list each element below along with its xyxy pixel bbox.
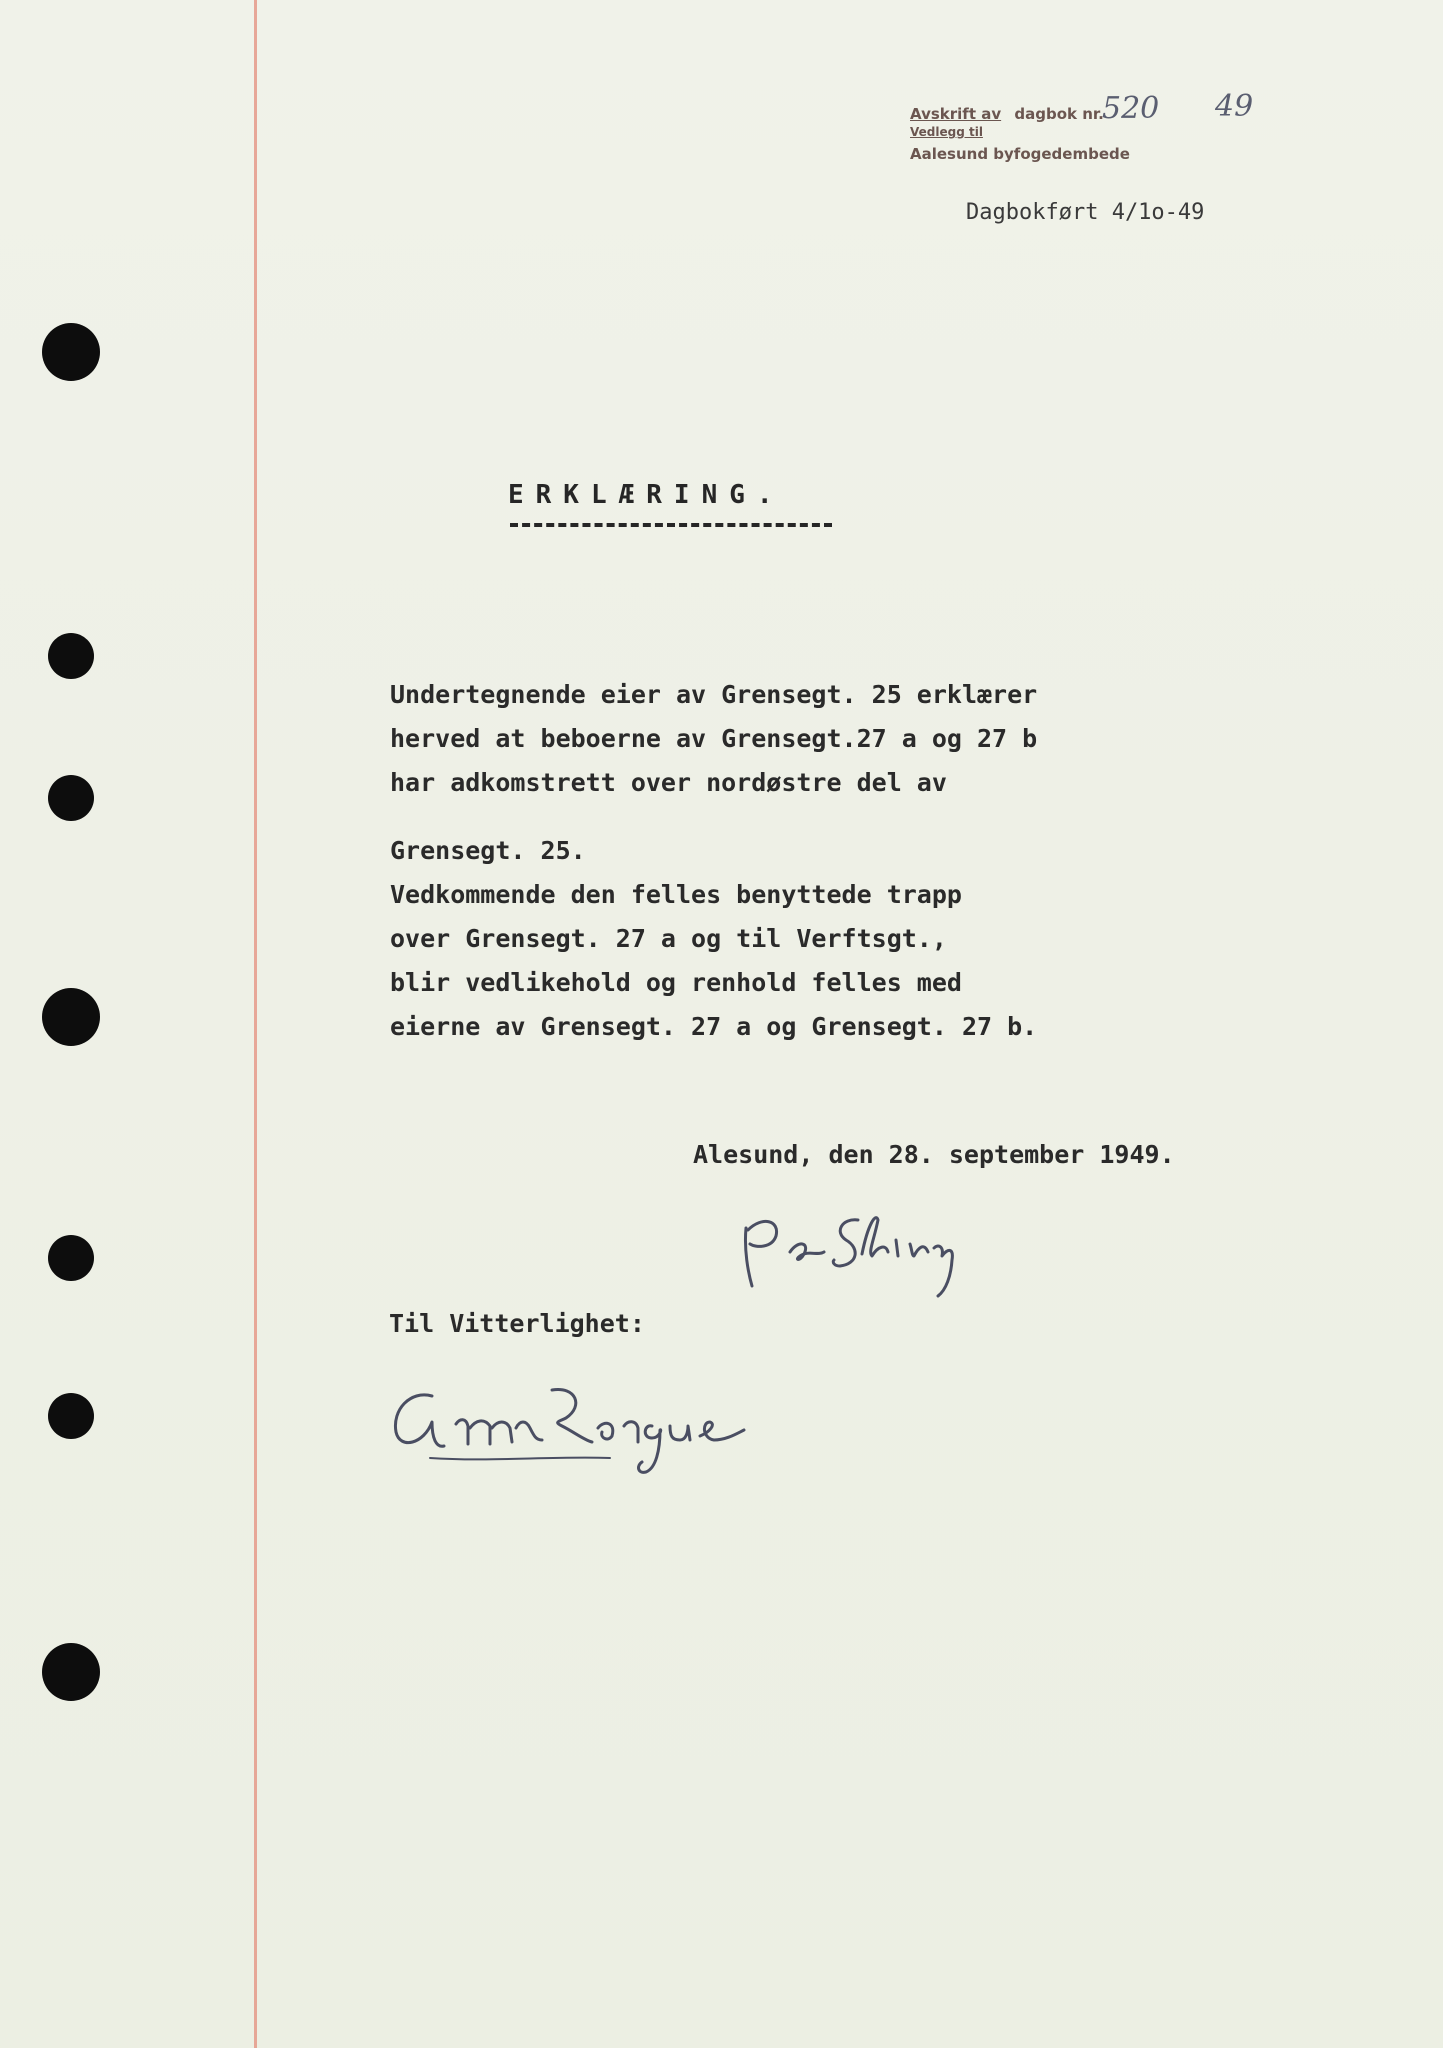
- body-line: blir vedlikehold og renhold felles med: [390, 968, 962, 997]
- punch-hole: [42, 988, 100, 1046]
- body-line: Undertegnende eier av Grensegt. 25 erklærer: [390, 680, 1038, 709]
- signature-witness: [370, 1370, 840, 1480]
- signature-owner: [738, 1190, 1008, 1300]
- stamp-vedlegg: Vedlegg til: [910, 125, 983, 139]
- declaration-body: [390, 680, 1037, 1056]
- body-line: eierne av Grensegt. 27 a og Grensegt. 27 b.: [390, 1012, 1038, 1041]
- punch-hole: [48, 1235, 94, 1281]
- dagbok-entry: Dagbokført 4/1o-49: [966, 200, 1205, 225]
- date-line: Alesund, den 28. september 1949.: [693, 1140, 1175, 1169]
- body-line: har adkomstrett over nordøstre del av: [390, 768, 947, 797]
- stamp-dagbok-label: dagbok nr.: [1014, 105, 1104, 123]
- stamp-avskrift: Avskrift av: [910, 105, 1002, 123]
- body-line: Grensegt. 25.: [390, 836, 586, 865]
- punch-hole: [48, 1393, 94, 1439]
- body-line: over Grensegt. 27 a og til Verftsgt.,: [390, 924, 947, 953]
- punch-hole: [48, 633, 94, 679]
- stamp-office: Aalesund byfogedembede: [910, 145, 1130, 163]
- witness-label: Til Vitterlighet:: [389, 1309, 645, 1338]
- title-underline: [510, 523, 832, 527]
- punch-hole: [48, 775, 94, 821]
- stamp-handwritten-number: 520: [1102, 91, 1160, 126]
- stamp-handwritten-year: 49: [1215, 89, 1254, 124]
- body-line: Vedkommende den felles benyttede trapp: [390, 880, 962, 909]
- punch-hole: [42, 1643, 100, 1701]
- body-line: herved at beboerne av Grensegt.27 a og 27 b: [390, 724, 1038, 753]
- punch-hole: [42, 323, 100, 381]
- document-title: ERKLÆRING.: [508, 480, 785, 510]
- margin-line: [254, 0, 257, 2048]
